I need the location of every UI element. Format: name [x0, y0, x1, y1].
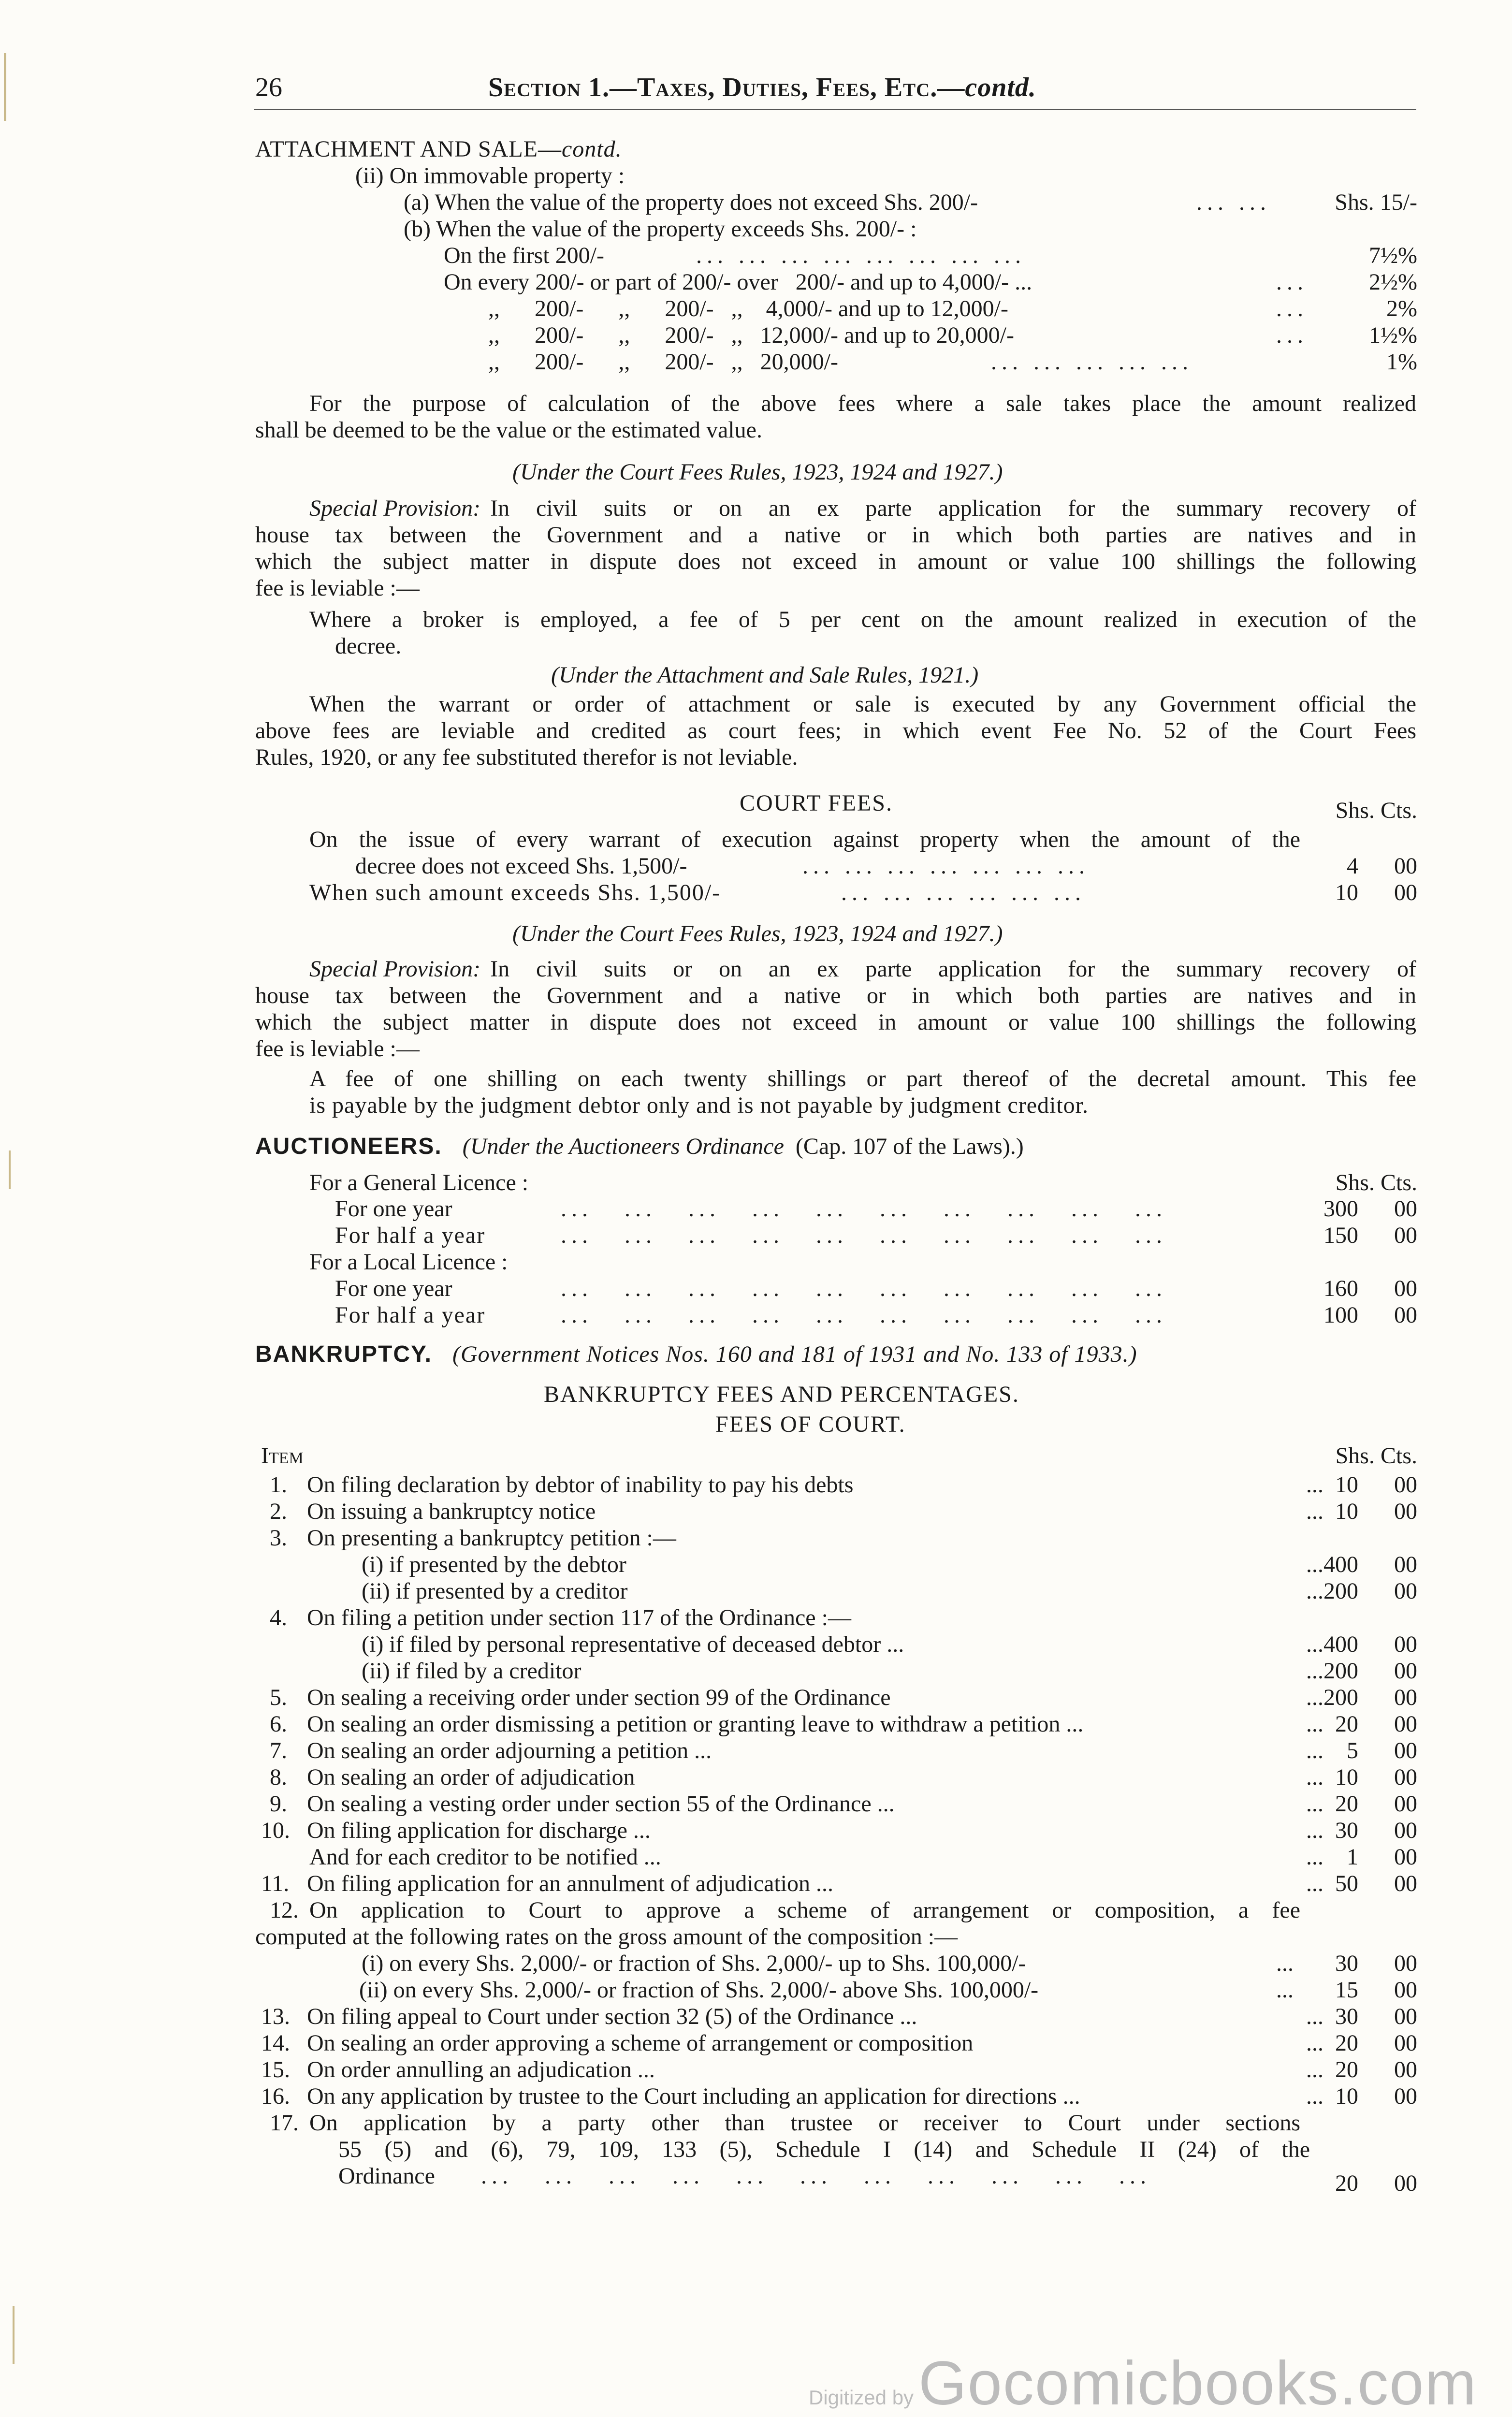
- fee-cents: 00: [1394, 1711, 1417, 1737]
- clause-a-amount: Shs. 15/-: [1335, 189, 1417, 215]
- fee-shillings: 10: [1335, 880, 1358, 905]
- fee-cents: 00: [1394, 1818, 1417, 1843]
- scale-row-dots: ...: [1276, 269, 1308, 295]
- fee-shillings: 30: [1335, 2004, 1358, 2029]
- leader-dots: ...: [1306, 2083, 1323, 2109]
- page-number: 26: [255, 73, 282, 102]
- fee-cents: 00: [1394, 1223, 1417, 1248]
- fee-shillings: 20: [1335, 2170, 1358, 2196]
- scale-row-rate: 1½%: [1369, 322, 1417, 348]
- fee-shillings: 20: [1335, 2030, 1358, 2056]
- fee-shillings: 50: [1335, 1871, 1358, 1896]
- shilling-fee-text: A fee of one shilling on each twenty shillings or part thereof of the decretal amount. This fee: [309, 1066, 1416, 1092]
- item-number: 6.: [270, 1711, 287, 1737]
- leader-dots: ...: [1306, 2004, 1323, 2029]
- fee-cents: 00: [1394, 2057, 1417, 2082]
- bankruptcy-column-header: Shs. Cts.: [1335, 1443, 1417, 1469]
- page-edge-mark: [4, 53, 6, 121]
- special-provision-text: fee is leviable :—: [255, 1036, 420, 1062]
- item-number: 12.: [270, 1897, 299, 1923]
- item-number: 9.: [270, 1791, 287, 1817]
- fee-shillings: 4: [1347, 853, 1358, 879]
- item-number: 7.: [270, 1738, 287, 1763]
- scale-row-text: On the first 200/-: [444, 243, 604, 268]
- special-provision-text: fee is leviable :—: [255, 575, 420, 601]
- leader-dots: ...: [1306, 1738, 1323, 1763]
- auctioneers-cap: (Cap. 107 of the Laws).): [795, 1134, 1024, 1159]
- shilling-fee-text: is payable by the judgment debtor only and is not payable by judgment creditor.: [309, 1092, 1089, 1118]
- fee-shillings: 200: [1323, 1658, 1358, 1684]
- fee-cents: 00: [1394, 2083, 1417, 2109]
- item-number: 2.: [270, 1499, 287, 1524]
- fee-cents: 00: [1394, 1791, 1417, 1817]
- item-number: 4.: [270, 1605, 287, 1631]
- fee-shillings: 30: [1335, 1818, 1358, 1843]
- fee-shillings: 20: [1335, 2057, 1358, 2082]
- warrant-issue-text: On the issue of every warrant of execution against property when the amount of the: [309, 827, 1300, 852]
- item-text: On application by a party other than trustee or receiver to Court under sections: [309, 2110, 1300, 2136]
- scale-row-rate: 1%: [1386, 349, 1417, 375]
- special-provision-text: In civil suits or on an ex parte application for the summary recovery of: [490, 495, 1416, 521]
- fee-shillings: 10: [1335, 2083, 1358, 2109]
- scale-row-text: ,, 200/- ,, 200/- ,, 4,000/- and up to 12,000/-: [488, 296, 1008, 321]
- scale-row-rate: 2½%: [1369, 269, 1417, 295]
- fee-cents: 00: [1394, 880, 1417, 905]
- special-provision-text: house tax between the Government and a native or in which both parties are natives and in: [255, 983, 1416, 1008]
- scale-row-rate: 2%: [1386, 296, 1417, 321]
- fee-shillings: 150: [1323, 1223, 1358, 1248]
- leader-dots: ...: [1306, 1472, 1323, 1498]
- bankruptcy-heading-text: BANKRUPTCY.: [255, 1341, 433, 1367]
- item-text: On application to Court to approve a scheme of arrangement or composition, a fee: [309, 1897, 1300, 1923]
- watermark-logo: Gocomicbooks.com: [918, 2349, 1477, 2417]
- fee-cents: 00: [1394, 1552, 1417, 1577]
- fee-cents: 00: [1394, 1472, 1417, 1498]
- leader-dots: ...: [1306, 1552, 1323, 1577]
- fee-cents: 00: [1394, 1685, 1417, 1710]
- special-provision-text: house tax between the Government and a native or in which both parties are natives and in: [255, 522, 1416, 548]
- fee-cents: 00: [1394, 1738, 1417, 1763]
- special-provision-label: Special Provision:: [309, 956, 481, 982]
- item-text: On sealing an order approving a scheme of arrangement or composition: [307, 2030, 974, 2056]
- rules-citation: (Under the Court Fees Rules, 1923, 1924 and 1927.): [512, 459, 1003, 485]
- item-text: (i) on every Shs. 2,000/- or fraction of Shs. 2,000/- up to Shs. 100,000/-: [362, 1951, 1026, 1976]
- fee-cents: 00: [1394, 1499, 1417, 1524]
- attachment-heading-text: ATTACHMENT AND SALE—: [255, 136, 562, 162]
- licence-period: For half a year: [335, 1223, 486, 1248]
- scale-row-rate: 7½%: [1369, 243, 1417, 268]
- item-text: (i) if filed by personal representative of deceased debtor ...: [362, 1631, 904, 1657]
- warrant-issue-text: decree does not exceed Shs. 1,500/-: [355, 853, 687, 879]
- item-text: On filing a petition under section 117 of the Ordinance :—: [307, 1605, 851, 1631]
- broker-text: Where a broker is employed, a fee of 5 per cent on the amount realized in execution of the: [309, 607, 1416, 632]
- item-text: On presenting a bankruptcy petition :—: [307, 1525, 676, 1551]
- item-number: 11.: [261, 1871, 290, 1896]
- leader-dots: ...: [1306, 1764, 1323, 1790]
- special-provision-text: which the subject matter in dispute does not exceed in amount or value 100 shillings the following: [255, 549, 1416, 574]
- item-text: On sealing a receiving order under section 99 of the Ordinance: [307, 1685, 891, 1710]
- item-text: On issuing a bankruptcy notice: [307, 1499, 596, 1524]
- item-number: 1.: [270, 1472, 287, 1498]
- item-text: On sealing an order dismissing a petition or granting leave to withdraw a petition ...: [307, 1711, 1084, 1737]
- fee-shillings: 20: [1335, 1711, 1358, 1737]
- fee-shillings: 400: [1323, 1552, 1358, 1577]
- bankruptcy-subheading: BANKRUPTCY FEES AND PERCENTAGES.: [544, 1382, 1019, 1407]
- special-provision-label: Special Provision:: [309, 495, 481, 521]
- bankruptcy-notices: (Government Notices Nos. 160 and 181 of 1931 and No. 133 of 1933.): [452, 1341, 1137, 1367]
- rules-citation: (Under the Court Fees Rules, 1923, 1924 and 1927.): [512, 921, 1003, 946]
- exceeds-text: When such amount exceeds Shs. 1,500/-: [309, 880, 721, 905]
- fee-shillings: 10: [1335, 1472, 1358, 1498]
- running-title: [488, 73, 1036, 103]
- item-number: 10.: [261, 1818, 290, 1843]
- item-text: On sealing a vesting order under section 55 of the Ordinance ...: [307, 1791, 895, 1817]
- fee-cents: 00: [1394, 2004, 1417, 2029]
- fee-cents: 00: [1394, 1977, 1417, 2003]
- fee-shillings: 200: [1323, 1578, 1358, 1604]
- clause-b: (b) When the value of the property exceeds Shs. 200/- :: [404, 216, 917, 242]
- item-text: On sealing an order adjourning a petition ...: [307, 1738, 712, 1763]
- leader-dots: ...: [1306, 1685, 1323, 1710]
- bankruptcy-heading: [255, 1341, 1137, 1368]
- warrant-text: above fees are leviable and credited as court fees; in which event Fee No. 52 of the Court Fees: [255, 718, 1416, 743]
- auctioneers-column-header: Shs. Cts.: [1335, 1170, 1417, 1195]
- immovable-property: (ii) On immovable property :: [355, 163, 625, 189]
- warrant-issue-dots: ... ... ... ... ... ... ...: [802, 853, 1090, 879]
- auctioneers-heading-text: AUCTIONEERS.: [255, 1134, 442, 1159]
- leader-dots: ...: [1306, 1711, 1323, 1737]
- leader-dots: ... ... ... ... ... ... ... ... ... ...: [561, 1276, 1167, 1301]
- item-text: On filing application for discharge ...: [307, 1818, 651, 1843]
- fees-of-court-heading: FEES OF COURT.: [715, 1412, 906, 1437]
- leader-dots: ...: [1306, 1791, 1323, 1817]
- digitized-watermark: [809, 2348, 1477, 2417]
- item-text: On order annulling an adjudication ...: [307, 2057, 655, 2082]
- purpose-text: shall be deemed to be the value or the estimated value.: [255, 417, 762, 443]
- fee-cents: 00: [1394, 1871, 1417, 1896]
- fee-shillings: 15: [1335, 1977, 1358, 2003]
- fee-cents: 00: [1394, 2170, 1417, 2196]
- leader-dots: ... ... ... ... ... ... ... ... ... ...: [561, 1223, 1167, 1248]
- fee-shillings: 30: [1335, 1951, 1358, 1976]
- fee-shillings: 5: [1347, 1738, 1358, 1763]
- rules-citation: (Under the Attachment and Sale Rules, 1921.): [551, 662, 979, 688]
- fee-shillings: 300: [1323, 1196, 1358, 1222]
- leader-dots: ...: [1306, 1658, 1323, 1684]
- running-title-text: Section 1.—Taxes, Duties, Fees, Etc.—: [488, 73, 965, 102]
- clause-a: (a) When the value of the property does not exceed Shs. 200/-: [404, 189, 978, 215]
- special-provision: [309, 495, 1416, 522]
- licence-period: For half a year: [335, 1302, 486, 1328]
- leader-dots: ... ... ... ... ... ... ... ... ... ...: [561, 1302, 1167, 1328]
- item-text: And for each creditor to be notified ...: [309, 1844, 661, 1870]
- page-edge-mark: [13, 2306, 15, 2364]
- attachment-heading: [255, 136, 622, 163]
- leader-dots: ...: [1276, 1951, 1294, 1976]
- fee-cents: 00: [1394, 1196, 1417, 1222]
- item-text: (i) if presented by the debtor: [362, 1552, 626, 1577]
- item-number: 3.: [270, 1525, 287, 1551]
- scale-row-dots: ... ... ... ... ...: [991, 349, 1193, 375]
- court-fees-column-header: Shs. Cts.: [1335, 798, 1417, 823]
- item-number: 15.: [261, 2057, 290, 2082]
- item-number: 17.: [270, 2110, 299, 2136]
- leader-dots: ...: [1306, 1631, 1323, 1657]
- leader-dots: ...: [1306, 1844, 1323, 1870]
- fee-cents: 00: [1394, 1658, 1417, 1684]
- fee-cents: 00: [1394, 1302, 1417, 1328]
- leader-dots: ...: [1306, 1499, 1323, 1524]
- item-text: 55 (5) and (6), 79, 109, 133 (5), Schedule I (14) and Schedule II (24) of the: [338, 2137, 1310, 2162]
- fee-shillings: 400: [1323, 1631, 1358, 1657]
- local-licence: For a Local Licence :: [309, 1249, 508, 1275]
- item-number: 14.: [261, 2030, 290, 2056]
- fee-shillings: 10: [1335, 1764, 1358, 1790]
- licence-period: For one year: [335, 1196, 452, 1222]
- leader-dots: ...: [1306, 1818, 1323, 1843]
- auctioneers-heading: [255, 1134, 1024, 1160]
- item-text: (ii) on every Shs. 2,000/- or fraction of Shs. 2,000/- above Shs. 100,000/-: [359, 1977, 1039, 2003]
- item-number: 8.: [270, 1764, 287, 1790]
- purpose-text: For the purpose of calculation of the above fees where a sale takes place the amount realized: [309, 391, 1416, 416]
- item-text: On sealing an order of adjudication: [307, 1764, 635, 1790]
- leader-dots: ... ... ... ... ... ... ... ... ... ... ...: [481, 2163, 1151, 2189]
- item-text: (ii) if filed by a creditor: [362, 1658, 582, 1684]
- fee-shillings: 200: [1323, 1685, 1358, 1710]
- leader-dots: ... ... ... ... ... ... ... ... ... ...: [561, 1196, 1167, 1222]
- item-text: On any application by trustee to the Court including an application for directions ...: [307, 2083, 1080, 2109]
- item-text: On filing declaration by debtor of inability to pay his debts: [307, 1472, 854, 1498]
- leader-dots: ...: [1306, 1871, 1323, 1896]
- leader-dots: ...: [1306, 1578, 1323, 1604]
- licence-period: For one year: [335, 1276, 452, 1301]
- fee-shillings: 100: [1323, 1302, 1358, 1328]
- item-number: 5.: [270, 1685, 287, 1710]
- scale-row-dots: ...: [1276, 322, 1308, 348]
- exceeds-dots: ... ... ... ... ... ...: [841, 880, 1086, 905]
- fee-cents: 00: [1394, 1951, 1417, 1976]
- attachment-heading-contd: contd.: [561, 136, 622, 162]
- warrant-text: When the warrant or order of attachment or sale is executed by any Government official the: [309, 691, 1416, 717]
- leader-dots: ...: [1276, 1977, 1294, 2003]
- page-edge-mark: [9, 1150, 11, 1189]
- scale-row-dots: ...: [1276, 296, 1308, 321]
- running-title-contd: contd.: [965, 73, 1036, 102]
- fee-cents: 00: [1394, 1844, 1417, 1870]
- item-number: 16.: [261, 2083, 290, 2109]
- item-text: computed at the following rates on the gross amount of the composition :—: [255, 1924, 958, 1950]
- scale-row-dots: ... ... ... ... ... ... ... ...: [696, 243, 1026, 268]
- court-fees-heading: COURT FEES.: [740, 790, 893, 816]
- item-text: (ii) if presented by a creditor: [362, 1578, 628, 1604]
- fee-cents: 00: [1394, 853, 1417, 879]
- general-licence: For a General Licence :: [309, 1170, 529, 1195]
- fee-cents: 00: [1394, 1276, 1417, 1301]
- auctioneers-ordinance: (Under the Auctioneers Ordinance: [462, 1134, 784, 1159]
- item-column-header: Item: [261, 1443, 304, 1469]
- special-provision-text: In civil suits or on an ex parte application for the summary recovery of: [490, 956, 1416, 982]
- item-text: On filing appeal to Court under section 32 (5) of the Ordinance ...: [307, 2004, 917, 2029]
- broker-text: decree.: [335, 633, 402, 659]
- fee-shillings: 1: [1347, 1844, 1358, 1870]
- leader-dots: ...: [1306, 2030, 1323, 2056]
- fee-cents: 00: [1394, 2030, 1417, 2056]
- scale-row-text: On every 200/- or part of 200/- over 200/- and up to 4,000/- ...: [444, 269, 1032, 295]
- leader-dots: ...: [1306, 2057, 1323, 2082]
- header-rule: [254, 109, 1416, 110]
- scale-row-text: ,, 200/- ,, 200/- ,, 20,000/-: [488, 349, 838, 375]
- fee-shillings: 10: [1335, 1499, 1358, 1524]
- special-provision-text: which the subject matter in dispute does not exceed in amount or value 100 shillings the following: [255, 1009, 1416, 1035]
- digitized-label: Digitized by: [808, 2386, 914, 2409]
- item-text: Ordinance: [338, 2163, 435, 2189]
- item-number: 13.: [261, 2004, 290, 2029]
- item-text: On filing application for an annulment of adjudication ...: [307, 1871, 834, 1896]
- fee-shillings: 160: [1323, 1276, 1358, 1301]
- fee-cents: 00: [1394, 1578, 1417, 1604]
- fee-cents: 00: [1394, 1764, 1417, 1790]
- warrant-text: Rules, 1920, or any fee substituted therefor is not leviable.: [255, 744, 798, 770]
- fee-cents: 00: [1394, 1631, 1417, 1657]
- clause-a-dots: ... ...: [1196, 189, 1271, 215]
- special-provision: [309, 956, 1416, 983]
- fee-shillings: 20: [1335, 1791, 1358, 1817]
- scale-row-text: ,, 200/- ,, 200/- ,, 12,000/- and up to 20,000/-: [488, 322, 1014, 348]
